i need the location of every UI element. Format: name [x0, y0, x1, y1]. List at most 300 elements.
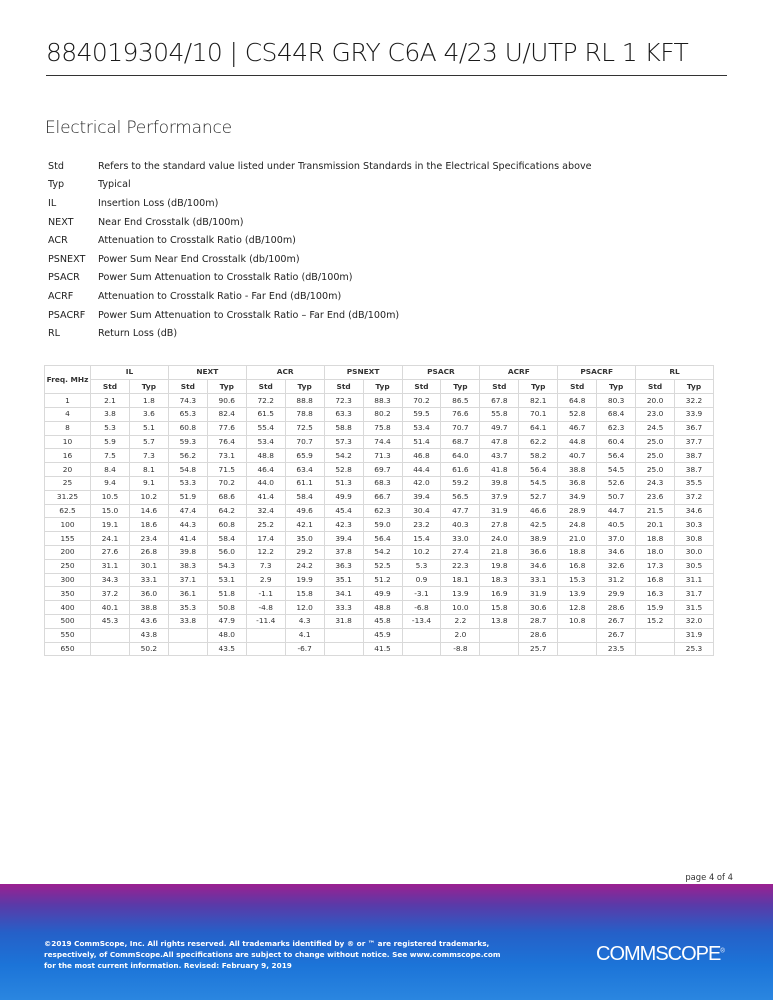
value-cell: 44.7 [597, 504, 636, 518]
value-cell: 47.4 [168, 504, 207, 518]
value-cell: 52.5 [363, 559, 402, 573]
legend-row [48, 287, 708, 306]
value-cell: 13.9 [441, 587, 480, 601]
table-row [45, 532, 714, 546]
legend-desc: Power Sum Near End Crosstalk (db/100m) [98, 253, 300, 265]
value-cell: 59.2 [441, 477, 480, 491]
value-cell: 24.1 [91, 532, 130, 546]
value-cell: 51.4 [402, 435, 441, 449]
freq-cell: 155 [45, 532, 91, 546]
freq-cell: 500 [45, 615, 91, 629]
value-cell: 63.3 [324, 408, 363, 422]
table-row [45, 490, 714, 504]
value-cell: 49.6 [285, 504, 324, 518]
value-cell: 16.8 [636, 573, 675, 587]
value-cell: 70.2 [207, 477, 246, 491]
value-cell: 34.6 [519, 559, 558, 573]
value-cell: 60.8 [207, 518, 246, 532]
value-cell: 36.3 [324, 559, 363, 573]
value-cell: 51.3 [324, 477, 363, 491]
value-cell: 30.3 [675, 518, 714, 532]
value-cell: 59.5 [402, 408, 441, 422]
value-cell: -11.4 [246, 615, 285, 629]
value-cell: 52.6 [597, 477, 636, 491]
value-cell: 58.4 [207, 532, 246, 546]
value-cell: 38.3 [168, 559, 207, 573]
value-cell [324, 628, 363, 642]
value-cell: 13.9 [558, 587, 597, 601]
group-header: PSACR [402, 366, 480, 380]
legend-row [48, 306, 708, 325]
value-cell: 31.7 [675, 587, 714, 601]
value-cell: 15.3 [558, 573, 597, 587]
value-cell: 39.4 [402, 490, 441, 504]
legend-desc: Refers to the standard value listed under Transmission Standards in the Electrical Specifications above [98, 160, 592, 172]
value-cell: 50.2 [129, 642, 168, 656]
value-cell: 61.1 [285, 477, 324, 491]
value-cell: 15.4 [402, 532, 441, 546]
table-row [45, 394, 714, 408]
value-cell: 39.8 [168, 546, 207, 560]
value-cell: 59.0 [363, 518, 402, 532]
std-header: Std [246, 379, 285, 394]
value-cell: 32.4 [246, 504, 285, 518]
value-cell: 24.2 [285, 559, 324, 573]
value-cell: 43.8 [129, 628, 168, 642]
value-cell: 31.5 [675, 601, 714, 615]
value-cell: 56.4 [363, 532, 402, 546]
value-cell: 12.0 [285, 601, 324, 615]
table-row [45, 642, 714, 656]
value-cell: 52.8 [324, 463, 363, 477]
value-cell: 48.8 [363, 601, 402, 615]
value-cell: 28.6 [597, 601, 636, 615]
value-cell: 48.8 [246, 449, 285, 463]
typ-header: Typ [285, 379, 324, 394]
value-cell: 35.5 [675, 477, 714, 491]
value-cell: 43.6 [129, 615, 168, 629]
freq-cell: 350 [45, 587, 91, 601]
value-cell: 29.2 [285, 546, 324, 560]
table-row [45, 518, 714, 532]
freq-cell: 550 [45, 628, 91, 642]
value-cell: 45.8 [363, 615, 402, 629]
value-cell: -13.4 [402, 615, 441, 629]
value-cell: 23.2 [402, 518, 441, 532]
value-cell: 37.2 [675, 490, 714, 504]
freq-cell: 250 [45, 559, 91, 573]
value-cell: 30.6 [519, 601, 558, 615]
value-cell: 78.8 [285, 408, 324, 422]
value-cell: 10.5 [91, 490, 130, 504]
value-cell [558, 628, 597, 642]
legend-desc: Power Sum Attenuation to Crosstalk Ratio (dB/100m) [98, 272, 353, 284]
value-cell: 18.3 [480, 573, 519, 587]
value-cell: 21.8 [480, 546, 519, 560]
freq-cell: 16 [45, 449, 91, 463]
value-cell: 46.6 [519, 504, 558, 518]
value-cell: 27.8 [480, 518, 519, 532]
value-cell: 26.7 [597, 615, 636, 629]
value-cell: 15.8 [285, 587, 324, 601]
value-cell: 37.9 [480, 490, 519, 504]
legend-abbr: ACR [48, 235, 68, 247]
value-cell: 17.3 [636, 559, 675, 573]
value-cell: 71.5 [207, 463, 246, 477]
value-cell: 43.7 [480, 449, 519, 463]
value-cell: 9.1 [129, 477, 168, 491]
value-cell: 73.1 [207, 449, 246, 463]
value-cell: 9.4 [91, 477, 130, 491]
table-row [45, 477, 714, 491]
value-cell: 53.4 [246, 435, 285, 449]
value-cell: 56.0 [207, 546, 246, 560]
value-cell [480, 628, 519, 642]
value-cell: 59.3 [168, 435, 207, 449]
value-cell: 66.7 [363, 490, 402, 504]
legend-desc: Insertion Loss (dB/100m) [98, 197, 219, 209]
value-cell: 29.9 [597, 587, 636, 601]
document-title: 884019304/10 | CS44R GRY C6A 4/23 U/UTP RL 1 KFT [46, 38, 689, 67]
value-cell: 41.5 [363, 642, 402, 656]
freq-cell: 20 [45, 463, 91, 477]
value-cell: 10.2 [129, 490, 168, 504]
value-cell: -4.8 [246, 601, 285, 615]
value-cell: 40.3 [441, 518, 480, 532]
value-cell: 10.0 [441, 601, 480, 615]
value-cell: 82.4 [207, 408, 246, 422]
value-cell: 41.4 [168, 532, 207, 546]
value-cell: 23.6 [636, 490, 675, 504]
value-cell: 33.0 [441, 532, 480, 546]
value-cell: 33.1 [519, 573, 558, 587]
value-cell [91, 628, 130, 642]
value-cell: 34.6 [597, 546, 636, 560]
value-cell: 30.8 [675, 532, 714, 546]
value-cell: 58.2 [519, 449, 558, 463]
legend-abbr: PSACR [48, 272, 80, 284]
value-cell: 30.5 [675, 559, 714, 573]
value-cell: 40.1 [91, 601, 130, 615]
table-row [45, 546, 714, 560]
legend-desc: Attenuation to Crosstalk Ratio - Far End (dB/100m) [98, 290, 342, 302]
value-cell: 46.7 [558, 421, 597, 435]
value-cell: 70.7 [441, 421, 480, 435]
value-cell: 23.4 [129, 532, 168, 546]
value-cell: 49.7 [480, 421, 519, 435]
value-cell: 80.3 [597, 394, 636, 408]
value-cell: 17.4 [246, 532, 285, 546]
value-cell: 58.8 [324, 421, 363, 435]
value-cell: 38.8 [558, 463, 597, 477]
value-cell: 2.1 [91, 394, 130, 408]
value-cell: 76.6 [441, 408, 480, 422]
table-row [45, 615, 714, 629]
value-cell: 28.6 [519, 628, 558, 642]
value-cell: 5.1 [129, 421, 168, 435]
value-cell: -6.8 [402, 601, 441, 615]
footer-copyright: ©2019 CommScope, Inc. All rights reserved. All trademarks identified by ® or ™ are registered trademarks, respectively, of CommScope.All specifications are subject to change without notice. See www.commscope.com for the most current information. Revised: February 9, 2019 [44, 939, 501, 971]
value-cell: 35.1 [324, 573, 363, 587]
value-cell: 12.2 [246, 546, 285, 560]
std-header: Std [324, 379, 363, 394]
value-cell: 25.2 [246, 518, 285, 532]
value-cell: 47.7 [441, 504, 480, 518]
value-cell: 18.0 [636, 546, 675, 560]
value-cell: 67.8 [480, 394, 519, 408]
freq-cell: 8 [45, 421, 91, 435]
value-cell: 54.2 [324, 449, 363, 463]
value-cell: 55.8 [480, 408, 519, 422]
std-header: Std [480, 379, 519, 394]
value-cell: 7.3 [129, 449, 168, 463]
value-cell: 0.9 [402, 573, 441, 587]
value-cell: 28.7 [519, 615, 558, 629]
value-cell: 54.8 [168, 463, 207, 477]
value-cell: 54.5 [597, 463, 636, 477]
typ-header: Typ [129, 379, 168, 394]
value-cell: 45.4 [324, 504, 363, 518]
value-cell: 70.7 [285, 435, 324, 449]
value-cell: 2.9 [246, 573, 285, 587]
freq-cell: 4 [45, 408, 91, 422]
value-cell: 32.2 [675, 394, 714, 408]
value-cell: 58.4 [285, 490, 324, 504]
value-cell: 35.3 [168, 601, 207, 615]
value-cell: 56.4 [519, 463, 558, 477]
value-cell: 15.2 [636, 615, 675, 629]
value-cell: 74.4 [363, 435, 402, 449]
value-cell: 15.0 [91, 504, 130, 518]
group-header: PSACRF [558, 366, 636, 380]
value-cell: 25.0 [636, 435, 675, 449]
value-cell: 4.3 [285, 615, 324, 629]
value-cell: 38.8 [129, 601, 168, 615]
value-cell: 34.6 [675, 504, 714, 518]
value-cell [636, 628, 675, 642]
value-cell: 42.0 [402, 477, 441, 491]
value-cell: 12.8 [558, 601, 597, 615]
value-cell: 15.9 [636, 601, 675, 615]
value-cell: 62.3 [597, 421, 636, 435]
value-cell: 33.8 [168, 615, 207, 629]
value-cell: 74.3 [168, 394, 207, 408]
value-cell: 38.7 [675, 449, 714, 463]
value-cell [324, 642, 363, 656]
value-cell: 90.6 [207, 394, 246, 408]
value-cell: 18.6 [129, 518, 168, 532]
value-cell: 55.4 [246, 421, 285, 435]
value-cell: 44.8 [558, 435, 597, 449]
value-cell: 2.0 [441, 628, 480, 642]
value-cell: 72.3 [324, 394, 363, 408]
value-cell: 51.9 [168, 490, 207, 504]
value-cell [168, 628, 207, 642]
abbreviation-legend [48, 157, 708, 343]
value-cell: 62.2 [519, 435, 558, 449]
std-header: Std [91, 379, 130, 394]
value-cell: 52.8 [558, 408, 597, 422]
value-cell: 49.9 [363, 587, 402, 601]
value-cell: 88.3 [363, 394, 402, 408]
value-cell: 34.1 [324, 587, 363, 601]
value-cell: 31.1 [91, 559, 130, 573]
value-cell: 5.9 [91, 435, 130, 449]
legend-row [48, 269, 708, 288]
value-cell: 31.1 [675, 573, 714, 587]
value-cell: 56.4 [597, 449, 636, 463]
value-cell: 32.0 [675, 615, 714, 629]
value-cell [246, 628, 285, 642]
value-cell: 37.7 [675, 435, 714, 449]
value-cell: 82.1 [519, 394, 558, 408]
value-cell: -1.1 [246, 587, 285, 601]
value-cell: 65.3 [168, 408, 207, 422]
value-cell: 47.8 [480, 435, 519, 449]
value-cell: 33.1 [129, 573, 168, 587]
freq-cell: 400 [45, 601, 91, 615]
value-cell: 35.0 [285, 532, 324, 546]
value-cell: 64.8 [558, 394, 597, 408]
value-cell: 32.6 [597, 559, 636, 573]
header-divider [46, 75, 727, 76]
legend-desc: Near End Crosstalk (dB/100m) [98, 216, 244, 228]
value-cell: 47.9 [207, 615, 246, 629]
value-cell: 19.9 [285, 573, 324, 587]
value-cell: 33.9 [675, 408, 714, 422]
value-cell: 43.5 [207, 642, 246, 656]
typ-header: Typ [363, 379, 402, 394]
value-cell: 68.7 [441, 435, 480, 449]
value-cell: 31.8 [324, 615, 363, 629]
legend-abbr: ACRF [48, 290, 74, 302]
group-header: ACRF [480, 366, 558, 380]
typ-header: Typ [597, 379, 636, 394]
value-cell: 64.1 [519, 421, 558, 435]
value-cell: 16.9 [480, 587, 519, 601]
table-row [45, 628, 714, 642]
value-cell: 18.1 [441, 573, 480, 587]
legend-row [48, 213, 708, 232]
value-cell: 45.3 [91, 615, 130, 629]
std-header: Std [168, 379, 207, 394]
freq-cell: 10 [45, 435, 91, 449]
legend-desc: Attenuation to Crosstalk Ratio (dB/100m) [98, 235, 296, 247]
commscope-logo [596, 943, 725, 966]
value-cell: 3.6 [129, 408, 168, 422]
value-cell: 54.5 [519, 477, 558, 491]
legend-row [48, 194, 708, 213]
value-cell: 69.7 [363, 463, 402, 477]
freq-cell: 300 [45, 573, 91, 587]
value-cell: 56.2 [168, 449, 207, 463]
value-cell: 36.8 [558, 477, 597, 491]
value-cell [402, 628, 441, 642]
value-cell: 33.3 [324, 601, 363, 615]
legend-desc: Typical [98, 179, 131, 191]
value-cell: 3.8 [91, 408, 130, 422]
value-cell: 30.4 [402, 504, 441, 518]
logo-text: COMMSCOPE [596, 943, 721, 965]
value-cell: 64.2 [207, 504, 246, 518]
value-cell: 63.4 [285, 463, 324, 477]
value-cell: 7.5 [91, 449, 130, 463]
value-cell: 18.8 [558, 546, 597, 560]
value-cell [91, 642, 130, 656]
value-cell: 34.3 [91, 573, 130, 587]
value-cell: 2.2 [441, 615, 480, 629]
value-cell: 31.9 [480, 504, 519, 518]
value-cell: 20.0 [636, 394, 675, 408]
value-cell: 65.9 [285, 449, 324, 463]
freq-cell: 1 [45, 394, 91, 408]
value-cell [246, 642, 285, 656]
value-cell: 53.1 [207, 573, 246, 587]
value-cell: 49.9 [324, 490, 363, 504]
std-header: Std [558, 379, 597, 394]
value-cell: 21.5 [636, 504, 675, 518]
value-cell: 50.8 [207, 601, 246, 615]
value-cell: 40.7 [558, 449, 597, 463]
value-cell: 8.4 [91, 463, 130, 477]
table-row [45, 408, 714, 422]
value-cell: 30.1 [129, 559, 168, 573]
logo-registered-mark: ® [720, 948, 725, 955]
value-cell: 60.8 [168, 421, 207, 435]
value-cell: 61.5 [246, 408, 285, 422]
value-cell: 26.8 [129, 546, 168, 560]
value-cell: 31.9 [519, 587, 558, 601]
value-cell: 88.8 [285, 394, 324, 408]
value-cell: 42.5 [519, 518, 558, 532]
legend-abbr: RL [48, 328, 61, 340]
value-cell: 41.8 [480, 463, 519, 477]
freq-cell: 200 [45, 546, 91, 560]
group-header: ACR [246, 366, 324, 380]
std-header: Std [636, 379, 675, 394]
table-row [45, 587, 714, 601]
value-cell: 44.0 [246, 477, 285, 491]
value-cell: 16.3 [636, 587, 675, 601]
group-header: PSNEXT [324, 366, 402, 380]
value-cell: 75.8 [363, 421, 402, 435]
value-cell: 44.3 [168, 518, 207, 532]
value-cell: 31.2 [597, 573, 636, 587]
value-cell: 14.6 [129, 504, 168, 518]
value-cell: 5.3 [402, 559, 441, 573]
typ-header: Typ [519, 379, 558, 394]
value-cell [168, 642, 207, 656]
value-cell: 25.0 [636, 449, 675, 463]
value-cell: 10.2 [402, 546, 441, 560]
table-row [45, 601, 714, 615]
value-cell: 57.3 [324, 435, 363, 449]
legend-desc: Return Loss (dB) [98, 328, 178, 340]
value-cell: 68.4 [597, 408, 636, 422]
value-cell: 21.0 [558, 532, 597, 546]
value-cell: 68.6 [207, 490, 246, 504]
value-cell: 18.8 [636, 532, 675, 546]
value-cell: 61.6 [441, 463, 480, 477]
table-row [45, 559, 714, 573]
group-header: IL [91, 366, 169, 380]
freq-cell: 62.5 [45, 504, 91, 518]
value-cell: 70.1 [519, 408, 558, 422]
value-cell: 54.3 [207, 559, 246, 573]
value-cell: 51.2 [363, 573, 402, 587]
value-cell [480, 642, 519, 656]
value-cell: 7.3 [246, 559, 285, 573]
